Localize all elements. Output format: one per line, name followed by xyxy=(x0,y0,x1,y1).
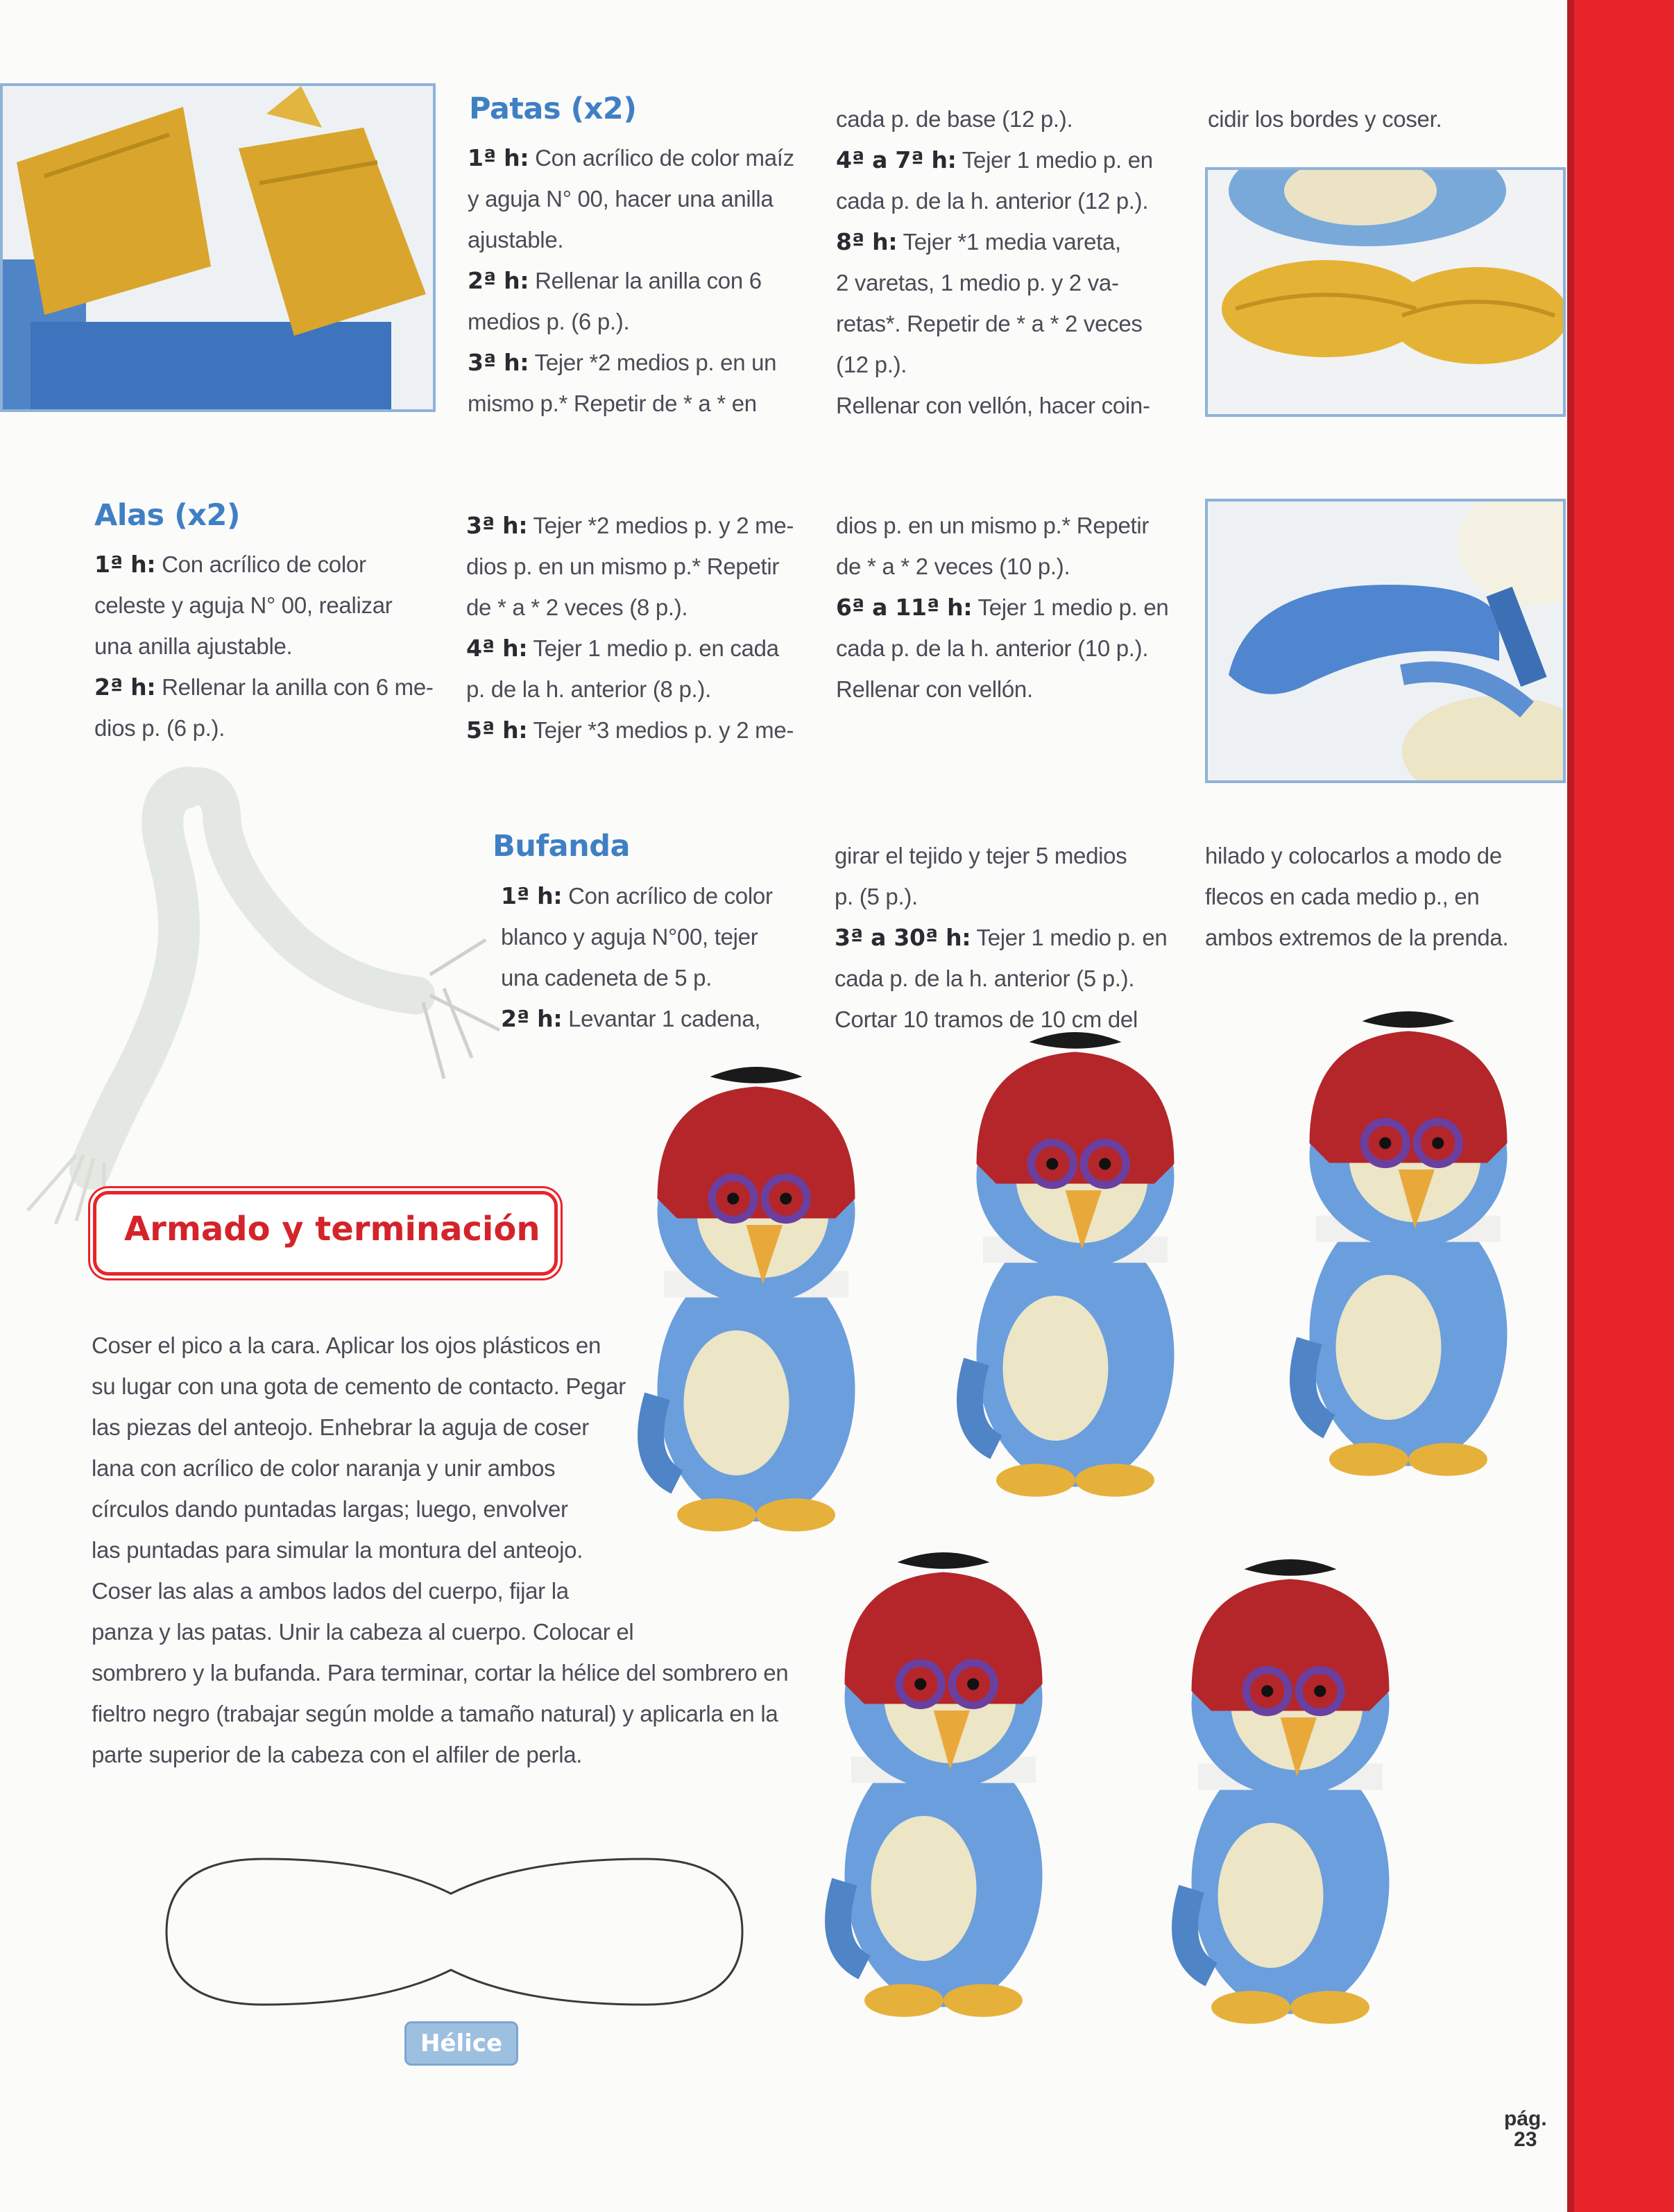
round-label: 4ª h: xyxy=(466,635,528,662)
instruction-text: de * a * 2 veces (8 p.). xyxy=(466,594,688,620)
page-edge-shadow xyxy=(1567,0,1574,2212)
instruction-line xyxy=(836,98,1197,139)
page-edge-bar xyxy=(1567,0,1674,2212)
round-label: 3ª h: xyxy=(466,512,528,539)
instruction-text: cada p. de la h. anterior (5 p.). xyxy=(835,966,1135,991)
instruction-line xyxy=(836,139,1197,180)
instruction-text: una cadeneta de 5 p. xyxy=(501,965,712,991)
instruction-line xyxy=(466,628,827,669)
instruction-line xyxy=(468,137,828,178)
round-label: 3ª a 30ª h: xyxy=(835,924,971,951)
round-label: 3ª h: xyxy=(468,349,529,376)
instruction-text: Cortar 10 tramos de 10 cm del xyxy=(835,1006,1138,1032)
instruction-text: dios p. en un mismo p.* Repetir xyxy=(466,554,780,579)
round-label: 6ª a 11ª h: xyxy=(836,594,973,621)
armado-line: sombrero y la bufanda. Para terminar, cortar la hélice del sombrero en xyxy=(92,1660,789,1686)
alas-heading: Alas (x2) xyxy=(94,498,241,533)
instruction-text: Con acrílico de color maíz xyxy=(529,145,794,171)
feet-illustration xyxy=(3,86,433,409)
round-label: 2ª h: xyxy=(468,267,529,294)
instruction-line xyxy=(836,505,1197,546)
instruction-text: Tejer 1 medio p. en xyxy=(972,594,1169,620)
armado-line: las puntadas para simular la montura del anteojo. xyxy=(92,1537,583,1563)
instruction-text: una anilla ajustable. xyxy=(94,633,293,659)
instruction-line xyxy=(466,587,827,628)
patas-col1 xyxy=(468,137,828,424)
armado-line: parte superior de la cabeza con el alfiler de perla. xyxy=(92,1742,583,1767)
instruction-text: 2 varetas, 1 medio p. y 2 va- xyxy=(836,270,1119,295)
instruction-text: blanco y aguja N°00, tejer xyxy=(501,924,758,950)
instruction-line xyxy=(1208,98,1541,139)
instruction-line xyxy=(94,667,448,708)
bufanda-heading: Bufanda xyxy=(493,829,631,864)
instruction-line xyxy=(835,835,1195,876)
alas-col1 xyxy=(94,544,448,748)
round-label: 4ª a 7ª h: xyxy=(836,146,957,173)
instruction-line xyxy=(94,585,448,626)
instruction-line xyxy=(94,544,448,585)
instruction-text: celeste y aguja N° 00, realizar xyxy=(94,592,393,618)
instruction-line xyxy=(836,344,1197,385)
instruction-line xyxy=(836,587,1197,628)
instruction-text: cidir los bordes y coser. xyxy=(1208,106,1442,132)
helice-label xyxy=(404,2021,518,2066)
instruction-text: Tejer *1 media vareta, xyxy=(897,229,1121,255)
instruction-text: Rellenar la anilla con 6 xyxy=(529,268,762,293)
page-prefix: pág. xyxy=(1504,2107,1547,2130)
instruction-line xyxy=(468,383,828,424)
instruction-text: Levantar 1 cadena, xyxy=(562,1006,761,1031)
instruction-line xyxy=(466,669,827,710)
bufanda-col3 xyxy=(1205,835,1552,958)
instruction-text: Rellenar con vellón, hacer coin- xyxy=(836,393,1150,418)
instruction-line xyxy=(1205,835,1552,876)
instruction-text: Tejer *2 medios p. y 2 me- xyxy=(527,513,794,538)
instruction-line xyxy=(468,260,828,301)
armado-line: Coser las alas a ambos lados del cuerpo, fijar la xyxy=(92,1578,569,1604)
instruction-line xyxy=(836,262,1197,303)
instruction-text: girar el tejido y tejer 5 medios xyxy=(835,843,1127,868)
patas-col2 xyxy=(836,98,1197,426)
armado-line: círculos dando puntadas largas; luego, envolver xyxy=(92,1496,568,1522)
page-num: 23 xyxy=(1514,2128,1537,2151)
feet-front-illustration xyxy=(1208,170,1563,414)
instruction-text: Tejer *3 medios p. y 2 me- xyxy=(527,717,794,743)
instruction-text: p. (5 p.). xyxy=(835,884,918,909)
instruction-line xyxy=(1205,876,1552,917)
armado-line: Coser el pico a la cara. Aplicar los ojos plásticos en xyxy=(92,1332,601,1358)
instruction-text: p. de la h. anterior (8 p.). xyxy=(466,676,711,702)
instruction-line xyxy=(501,875,834,916)
penguins-illustration xyxy=(624,978,1568,2123)
instruction-line xyxy=(94,626,448,667)
instruction-text: Tejer *2 medios p. en un xyxy=(529,350,777,375)
page-number xyxy=(1504,2109,1547,2150)
instruction-text: ambos extremos de la prenda. xyxy=(1205,925,1509,950)
round-label: 5ª h: xyxy=(466,717,528,744)
instruction-text: flecos en cada medio p., en xyxy=(1205,884,1480,909)
instruction-line xyxy=(466,546,827,587)
round-label: 2ª h: xyxy=(94,674,156,701)
photo-feet-closeup xyxy=(0,83,436,412)
helice-label-text: Hélice xyxy=(420,2030,503,2057)
instruction-text: cada p. de base (12 p.). xyxy=(836,106,1073,132)
instruction-line xyxy=(836,628,1197,669)
instruction-line xyxy=(468,301,828,342)
alas-col3 xyxy=(836,505,1197,710)
instruction-text: Rellenar la anilla con 6 me- xyxy=(155,674,434,700)
round-label: 2ª h: xyxy=(501,1005,563,1032)
instruction-line xyxy=(466,710,827,751)
instruction-text: Rellenar con vellón. xyxy=(836,676,1033,702)
scarf-illustration xyxy=(0,766,513,1224)
instruction-line xyxy=(501,916,834,957)
instruction-text: cada p. de la h. anterior (12 p.). xyxy=(836,188,1149,214)
instruction-line xyxy=(1205,917,1552,958)
round-label: 1ª h: xyxy=(468,144,529,171)
instruction-line xyxy=(468,219,828,260)
armado-line: su lugar con una gota de cemento de contacto. Pegar xyxy=(92,1373,626,1399)
armado-line: fieltro negro (trabajar según molde a tamaño natural) y aplicarla en la xyxy=(92,1701,778,1726)
alas-col2 xyxy=(466,505,827,751)
instruction-text: (12 p.). xyxy=(836,352,907,377)
instruction-line xyxy=(836,180,1197,221)
instruction-text: medios p. (6 p.). xyxy=(468,309,630,334)
instruction-line xyxy=(468,342,828,383)
instruction-line xyxy=(836,669,1197,710)
instruction-text: dios p. (6 p.). xyxy=(94,715,225,741)
instruction-text: ajustable. xyxy=(468,227,564,252)
armado-line: las piezas del anteojo. Enhebrar la aguja de coser xyxy=(92,1414,589,1440)
instruction-line xyxy=(468,178,828,219)
instruction-line xyxy=(836,385,1197,426)
instruction-line xyxy=(835,876,1195,917)
instruction-line xyxy=(835,917,1195,958)
patas-heading: Patas (x2) xyxy=(469,92,637,126)
instruction-text: cada p. de la h. anterior (10 p.). xyxy=(836,635,1149,661)
round-label: 8ª h: xyxy=(836,228,898,255)
instruction-text: y aguja N° 00, hacer una anilla xyxy=(468,186,774,212)
instruction-text: mismo p.* Repetir de * a * en xyxy=(468,391,757,416)
armado-banner xyxy=(93,1191,558,1276)
instruction-line xyxy=(836,546,1197,587)
instruction-text: hilado y colocarlos a modo de xyxy=(1205,843,1502,868)
instruction-text: Tejer 1 medio p. en xyxy=(956,147,1153,173)
wing-illustration xyxy=(1208,501,1563,780)
instruction-line xyxy=(836,221,1197,262)
instruction-line xyxy=(836,303,1197,344)
instruction-text: Con acrílico de color xyxy=(155,551,366,577)
instruction-line xyxy=(94,708,448,748)
instruction-text: Tejer 1 medio p. en cada xyxy=(527,635,779,661)
photo-wing-closeup xyxy=(1205,499,1566,783)
instruction-text: dios p. en un mismo p.* Repetir xyxy=(836,513,1150,538)
instruction-text: retas*. Repetir de * a * 2 veces xyxy=(836,311,1143,336)
armado-line: panza y las patas. Unir la cabeza al cuerpo. Colocar el xyxy=(92,1619,634,1645)
photo-feet-front xyxy=(1205,167,1566,417)
instruction-text: de * a * 2 veces (10 p.). xyxy=(836,554,1070,579)
armado-line: lana con acrílico de color naranja y unir ambos xyxy=(92,1455,556,1481)
instruction-line xyxy=(466,505,827,546)
patas-col3 xyxy=(1208,98,1541,139)
instruction-text: Con acrílico de color xyxy=(562,883,773,909)
round-label: 1ª h: xyxy=(501,882,563,909)
instruction-text: Tejer 1 medio p. en xyxy=(971,925,1168,950)
armado-heading: Armado y terminación xyxy=(124,1210,540,1249)
round-label: 1ª h: xyxy=(94,551,156,578)
